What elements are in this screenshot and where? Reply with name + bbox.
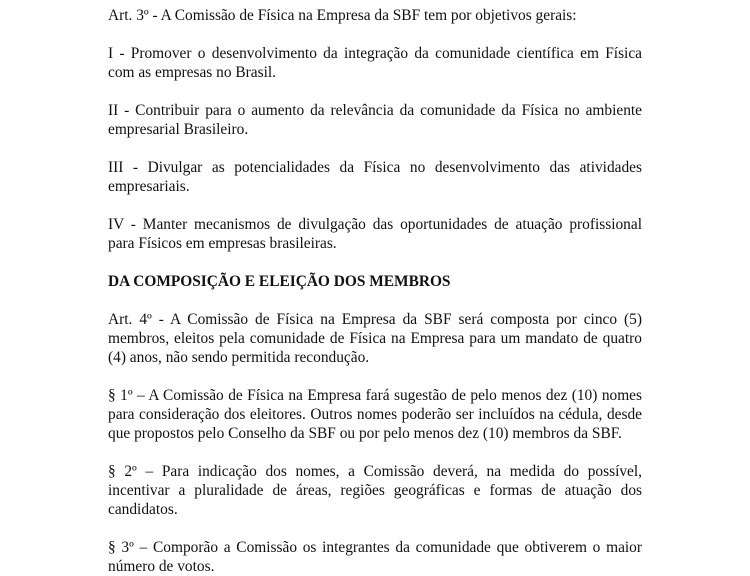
- article-4: Art. 4º - A Comissão de Física na Empresa da SBF será composta por cinco (5) membros, eleitos pela comunidade de Física na Empresa para um mandato de quatro (4) anos, não sendo permitida recondução.: [108, 311, 642, 366]
- objective-i: I - Promover o desenvolvimento da integração da comunidade científica em Física com as empresas no Brasil.: [108, 45, 642, 81]
- paragraph-1: § 1º – A Comissão de Física na Empresa fará sugestão de pelo menos dez (10) nomes para consideração dos eleitores. Outros nomes poderão ser incluídos na cédula, desde que propostos pelo Conselho da SBF ou por pelo menos dez (10) membros da SBF.: [108, 387, 642, 442]
- paragraph-2: § 2º – Para indicação dos nomes, a Comissão deverá, na medida do possível, incentivar a pluralidade de áreas, regiões geográficas e formas de atuação dos candidatos.: [108, 463, 642, 518]
- objective-iv: IV - Manter mecanismos de divulgação das oportunidades de atuação profissional para Físicos em empresas brasileiras.: [108, 216, 642, 252]
- section-heading: DA COMPOSIÇÃO E ELEIÇÃO DOS MEMBROS: [108, 273, 451, 290]
- objective-iii: III - Divulgar as potencialidades da Física no desenvolvimento das atividades empresariais.: [108, 159, 642, 195]
- objective-ii: II - Contribuir para o aumento da relevância da comunidade da Física no ambiente empresarial Brasileiro.: [108, 102, 642, 138]
- document-page: [108, 6, 642, 576]
- article-3: Art. 3º - A Comissão de Física na Empresa da SBF tem por objetivos gerais:: [108, 7, 577, 24]
- paragraph-3: § 3º – Comporão a Comissão os integrantes da comunidade que obtiverem o maior número de votos.: [108, 539, 642, 575]
